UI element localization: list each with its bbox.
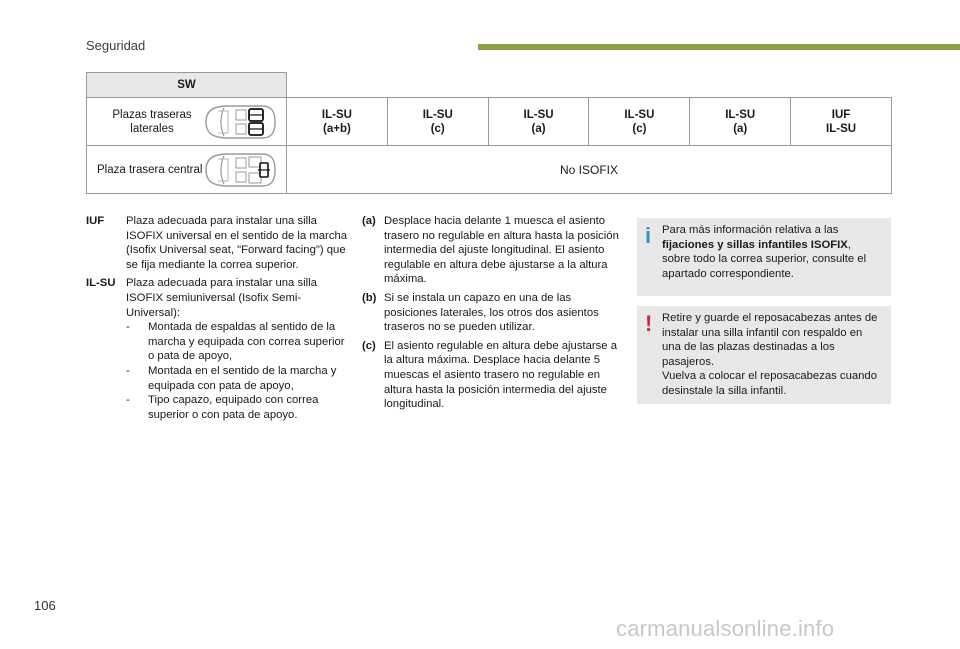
place-label: Plaza trasera central: [97, 163, 203, 176]
note-term: (b): [362, 291, 377, 304]
cell-value-no-isofix: No ISOFIX: [287, 146, 892, 194]
note-text: El asiento regulable en altura debe ajustarse a la altura máxima. Desplace hacia delante 5 muescas el asiento trasero no regulable en altura hasta la posición intermedia del ajuste longitudinal.: [384, 339, 617, 411]
watermark: carmanualsonline.info: [616, 616, 835, 641]
definition-term: IL-SU: [86, 277, 116, 290]
warning-text-1: Retire y guarde el reposacabezas antes de instalar una silla infantil con respaldo en una de las plazas destinadas a los pasajeros.: [662, 312, 878, 368]
info-text: Para más información relativa a las fijaciones y sillas infantiles ISOFIX, sobre todo la correa superior, consulte el apartado correspondiente.: [662, 224, 867, 280]
cell-value: IUF IL-SU: [791, 98, 892, 146]
note-term: (a): [362, 215, 376, 227]
warning-box: [637, 306, 891, 404]
section-title: Seguridad: [86, 38, 146, 53]
note-a: [362, 214, 624, 287]
row-label-lateral-seats: [87, 98, 287, 146]
section-bar: [478, 44, 960, 50]
info-box: [637, 218, 891, 296]
definition-text: Plaza adecuada para instalar una silla ISOFIX universal en el sentido de la marcha (Isofix Universal seat, "Forward facing") que se fija mediante la correa superior.: [126, 215, 348, 271]
cell-value: IL-SU (a+b): [287, 98, 388, 146]
list-item: - Tipo capazo, equipado con correa superior o con pata de apoyo.: [126, 394, 319, 421]
cell-value: IL-SU (c): [387, 98, 488, 146]
definition-iuf: [86, 214, 348, 272]
row-label-center-seat: [87, 146, 287, 194]
list-item: - Montada de espaldas al sentido de la marcha y equipada con correa superior o pata de apoyo,: [126, 321, 345, 363]
note-c: [362, 339, 624, 412]
cell-value: IL-SU (a): [690, 98, 791, 146]
page-number: 106: [34, 598, 56, 613]
definition-term: IUF: [86, 215, 105, 227]
cell-value: IL-SU (a): [488, 98, 589, 146]
note-b: [362, 291, 624, 335]
warning-text-2: Vuelva a colocar el reposacabezas cuando desinstale la silla infantil.: [662, 370, 877, 397]
note-text: Si se instala un capazo en una de las posiciones laterales, los otros dos asientos traseros no se pueden utilizar.: [384, 291, 599, 334]
notes-list: [362, 214, 624, 416]
warning-icon: !: [645, 311, 653, 336]
table-header-sw: SW: [87, 73, 287, 98]
car-seat-center-icon: [202, 150, 278, 190]
list-item: - Montada en el sentido de la marcha y equipada con pata de apoyo,: [126, 364, 337, 392]
place-label: Plazas traseras laterales: [112, 108, 192, 135]
car-seats-side-icon: [202, 102, 278, 142]
cell-value: IL-SU (c): [589, 98, 690, 146]
note-term: (c): [362, 339, 376, 352]
info-icon: i: [645, 223, 652, 248]
table-header-blank: [287, 73, 892, 98]
definitions-list: [86, 214, 348, 426]
isofix-table: [86, 72, 892, 194]
definition-text: Plaza adecuada para instalar una silla ISOFIX semiuniversal (Isofix Semi-Universal):: [126, 277, 317, 319]
note-text: Desplace hacia delante 1 muesca el asiento trasero no regulable en altura hasta la posición intermedia del ajuste longitudinal. El asiento regulable en altura debe ajustarse a la altura máxima.: [384, 215, 619, 286]
definition-il-su: [86, 276, 348, 422]
